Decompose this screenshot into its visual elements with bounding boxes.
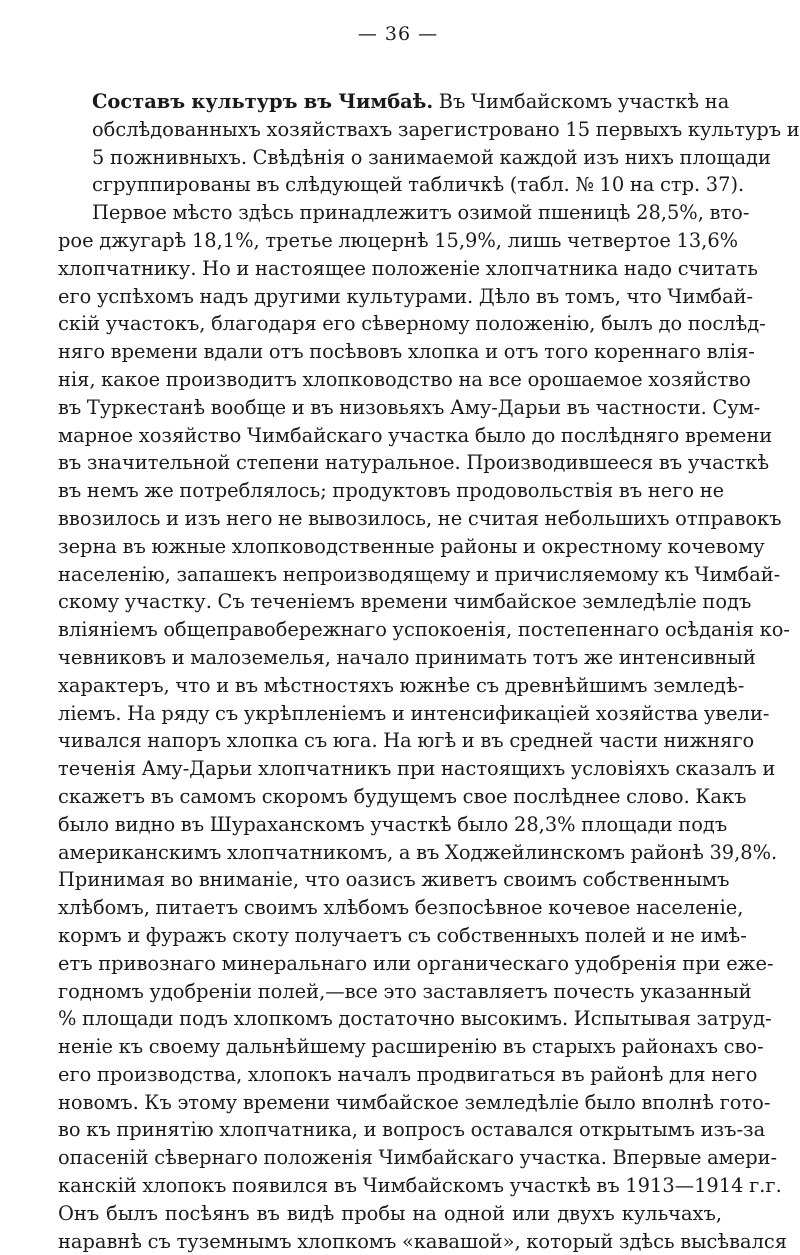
line-text: обслѣдованныхъ хозяйствахъ зарегистровано 15 первыхъ культуръ и: [92, 117, 800, 141]
line-text: его успѣхомъ надъ другими культурами. Дѣло въ томъ, что Чимбай-: [58, 284, 754, 308]
line-text: сгруппированы въ слѣдующей табличкѣ (табл. № 10 на стр. 37).: [92, 173, 745, 197]
line-text: теченія Аму-Дарьи хлопчатникъ при настоящихъ условіяхъ сказалъ и: [58, 757, 776, 781]
document-page: [58, 22, 800, 1255]
text-line: [58, 310, 766, 338]
text-line: [58, 922, 747, 950]
line-text: ліемъ. На ряду съ укрѣпленіемъ и интенсификаціей хозяйства увели-: [58, 701, 770, 725]
text-line: [58, 227, 739, 255]
line-text: его производства, хлопокъ началъ продвигаться въ районѣ для него: [58, 1062, 758, 1086]
text-line: [58, 727, 755, 755]
line-text: ввозилось и изъ него не вывозилось, не считая небольшихъ отправокъ: [58, 506, 782, 530]
text-line: [58, 144, 771, 172]
text-line: [58, 338, 755, 366]
page-number: — 36 —: [357, 23, 439, 45]
text-line: [58, 171, 745, 199]
text-line: [58, 783, 747, 811]
text-line: [58, 644, 756, 672]
line-text: чевниковъ и малоземелья, начало принимать тотъ же интенсивный: [58, 645, 756, 669]
line-text: опасеній сѣвернаго положенія Чимбайскаго участка. Впервые амери-: [58, 1146, 778, 1170]
text-line: [58, 1172, 782, 1200]
line-text: 5 пожнивныхъ. Свѣдѣнія о занимаемой каждой изъ нихъ площади: [92, 145, 771, 169]
text-line: [58, 700, 770, 728]
line-text: населенію, запашекъ непроизводящему и причисляемому къ Чимбай-: [58, 562, 781, 586]
text-line: [58, 561, 781, 589]
text-line: [58, 894, 744, 922]
line-text: Первое мѣсто здѣсь принадлежитъ озимой пшеницѣ 28,5%, вто-: [92, 201, 750, 225]
text-line: [58, 394, 761, 422]
text-line: [58, 1033, 764, 1061]
text-line: [58, 1200, 722, 1228]
text-line: [58, 199, 750, 227]
text-line: [58, 811, 728, 839]
line-text: неніе къ своему дальнѣйшему расширенію въ старыхъ районахъ сво-: [58, 1035, 764, 1059]
line-text: % площади подъ хлопкомъ достаточно высокимъ. Испытывая затруд-: [58, 1007, 772, 1031]
line-text: нія, какое производитъ хлопководство на все орошаемое хозяйство: [58, 367, 751, 391]
text-line: [58, 88, 730, 116]
text-line: [58, 1089, 771, 1117]
line-text: Онъ былъ посѣянъ въ видѣ пробы на одной или двухъ кульчахъ,: [58, 1201, 722, 1225]
line-text: Принимая во вниманіе, что оазисъ живетъ своимъ собственнымъ: [58, 868, 730, 892]
line-text: въ Туркестанѣ вообще и въ низовьяхъ Аму-Дарьи въ частности. Сум-: [58, 395, 761, 419]
line-text: характеръ, что и въ мѣстностяхъ южнѣе съ древнѣйшимъ земледѣ-: [58, 673, 745, 697]
line-text: было видно въ Шураханскомъ участкѣ было 28,3% площади подъ: [58, 812, 728, 836]
line-text: кормъ и фуражъ скоту получаетъ съ собственныхъ полей и не имѣ-: [58, 923, 747, 947]
text-line: [58, 978, 752, 1006]
line-text: няго времени вдали отъ посѣвовъ хлопка и отъ того кореннаго влія-: [58, 340, 755, 364]
text-line: [58, 533, 765, 561]
text-line: [58, 839, 778, 867]
line-text: канскій хлопокъ появился въ Чимбайскомъ участкѣ въ 1913—1914 г.г.: [58, 1174, 782, 1198]
paragraph-1: [58, 88, 800, 199]
line-text: рое джугарѣ 18,1%, третье люцернѣ 15,9%, лишь четвертое 13,6%: [58, 228, 739, 252]
text-line: [58, 1144, 778, 1172]
line-text: новомъ. Къ этому времени чимбайское земледѣліе было вполнѣ гото-: [58, 1090, 771, 1114]
text-line: [58, 477, 725, 505]
line-text: въ значительной степени натуральное. Производившееся въ участкѣ: [58, 451, 770, 475]
line-text: зерна въ южные хлопководственные районы и окрестному кочевому: [58, 534, 765, 558]
line-text: скому участку. Съ теченіемъ времени чимбайское земледѣліе подъ: [58, 590, 752, 614]
line-text: скажетъ въ самомъ скоромъ будущемъ свое послѣднее слово. Какъ: [58, 784, 747, 808]
line-text: скій участокъ, благодаря его сѣверному положенію, былъ до послѣд-: [58, 312, 766, 336]
line-text: наравнѣ съ туземнымъ хлопкомъ «кавашой», который здѣсь высѣвался: [58, 1229, 787, 1253]
line-text: Въ Чимбайскомъ участкѣ на: [433, 90, 730, 113]
line-text: етъ привознаго минеральнаго или органическаго удобренія при еже-: [58, 951, 774, 975]
text-line: [58, 283, 754, 311]
line-text: чивался напоръ хлопка съ юга. На югѣ и въ средней части нижняго: [58, 729, 755, 753]
line-text: годномъ удобреніи полей,—все это заставляетъ почесть указанный: [58, 979, 752, 1003]
line-text: въ немъ же потреблялось; продуктовъ продовольствія въ него не: [58, 479, 725, 503]
text-line: [58, 1228, 787, 1255]
text-line: [58, 950, 774, 978]
section-lead: Составъ культуръ въ Чимбаѣ.: [92, 90, 434, 113]
text-line: [58, 1116, 766, 1144]
text-line: [58, 1005, 772, 1033]
text-line: [58, 866, 730, 894]
line-text: хлѣбомъ, питаетъ своимъ хлѣбомъ безпосѣвное кочевое населеніе,: [58, 896, 744, 920]
text-line: [58, 255, 758, 283]
text-line: [58, 755, 776, 783]
line-text: во къ принятію хлопчатника, и вопросъ оставался открытымъ изъ-за: [58, 1118, 766, 1142]
line-text: хлопчатнику. Но и настоящее положеніе хлопчатника надо считать: [58, 256, 758, 280]
text-line: [58, 588, 752, 616]
text-line: [58, 505, 782, 533]
line-text: марное хозяйство Чимбайскаго участка было до послѣдняго времени: [58, 423, 773, 447]
text-line: [58, 116, 800, 144]
text-line: [58, 616, 790, 644]
line-text: американскимъ хлопчатникомъ, а въ Ходжейлинскомъ районѣ 39,8%.: [58, 840, 778, 864]
text-line: [58, 366, 751, 394]
text-line: [58, 672, 745, 700]
paragraph-2: [58, 199, 790, 1255]
text-line: [58, 449, 770, 477]
text-line: [58, 422, 773, 450]
text-line: [58, 1061, 758, 1089]
line-text: вліяніемъ общеправобережнаго успокоенія, постепеннаго осѣданія ко-: [58, 618, 790, 642]
